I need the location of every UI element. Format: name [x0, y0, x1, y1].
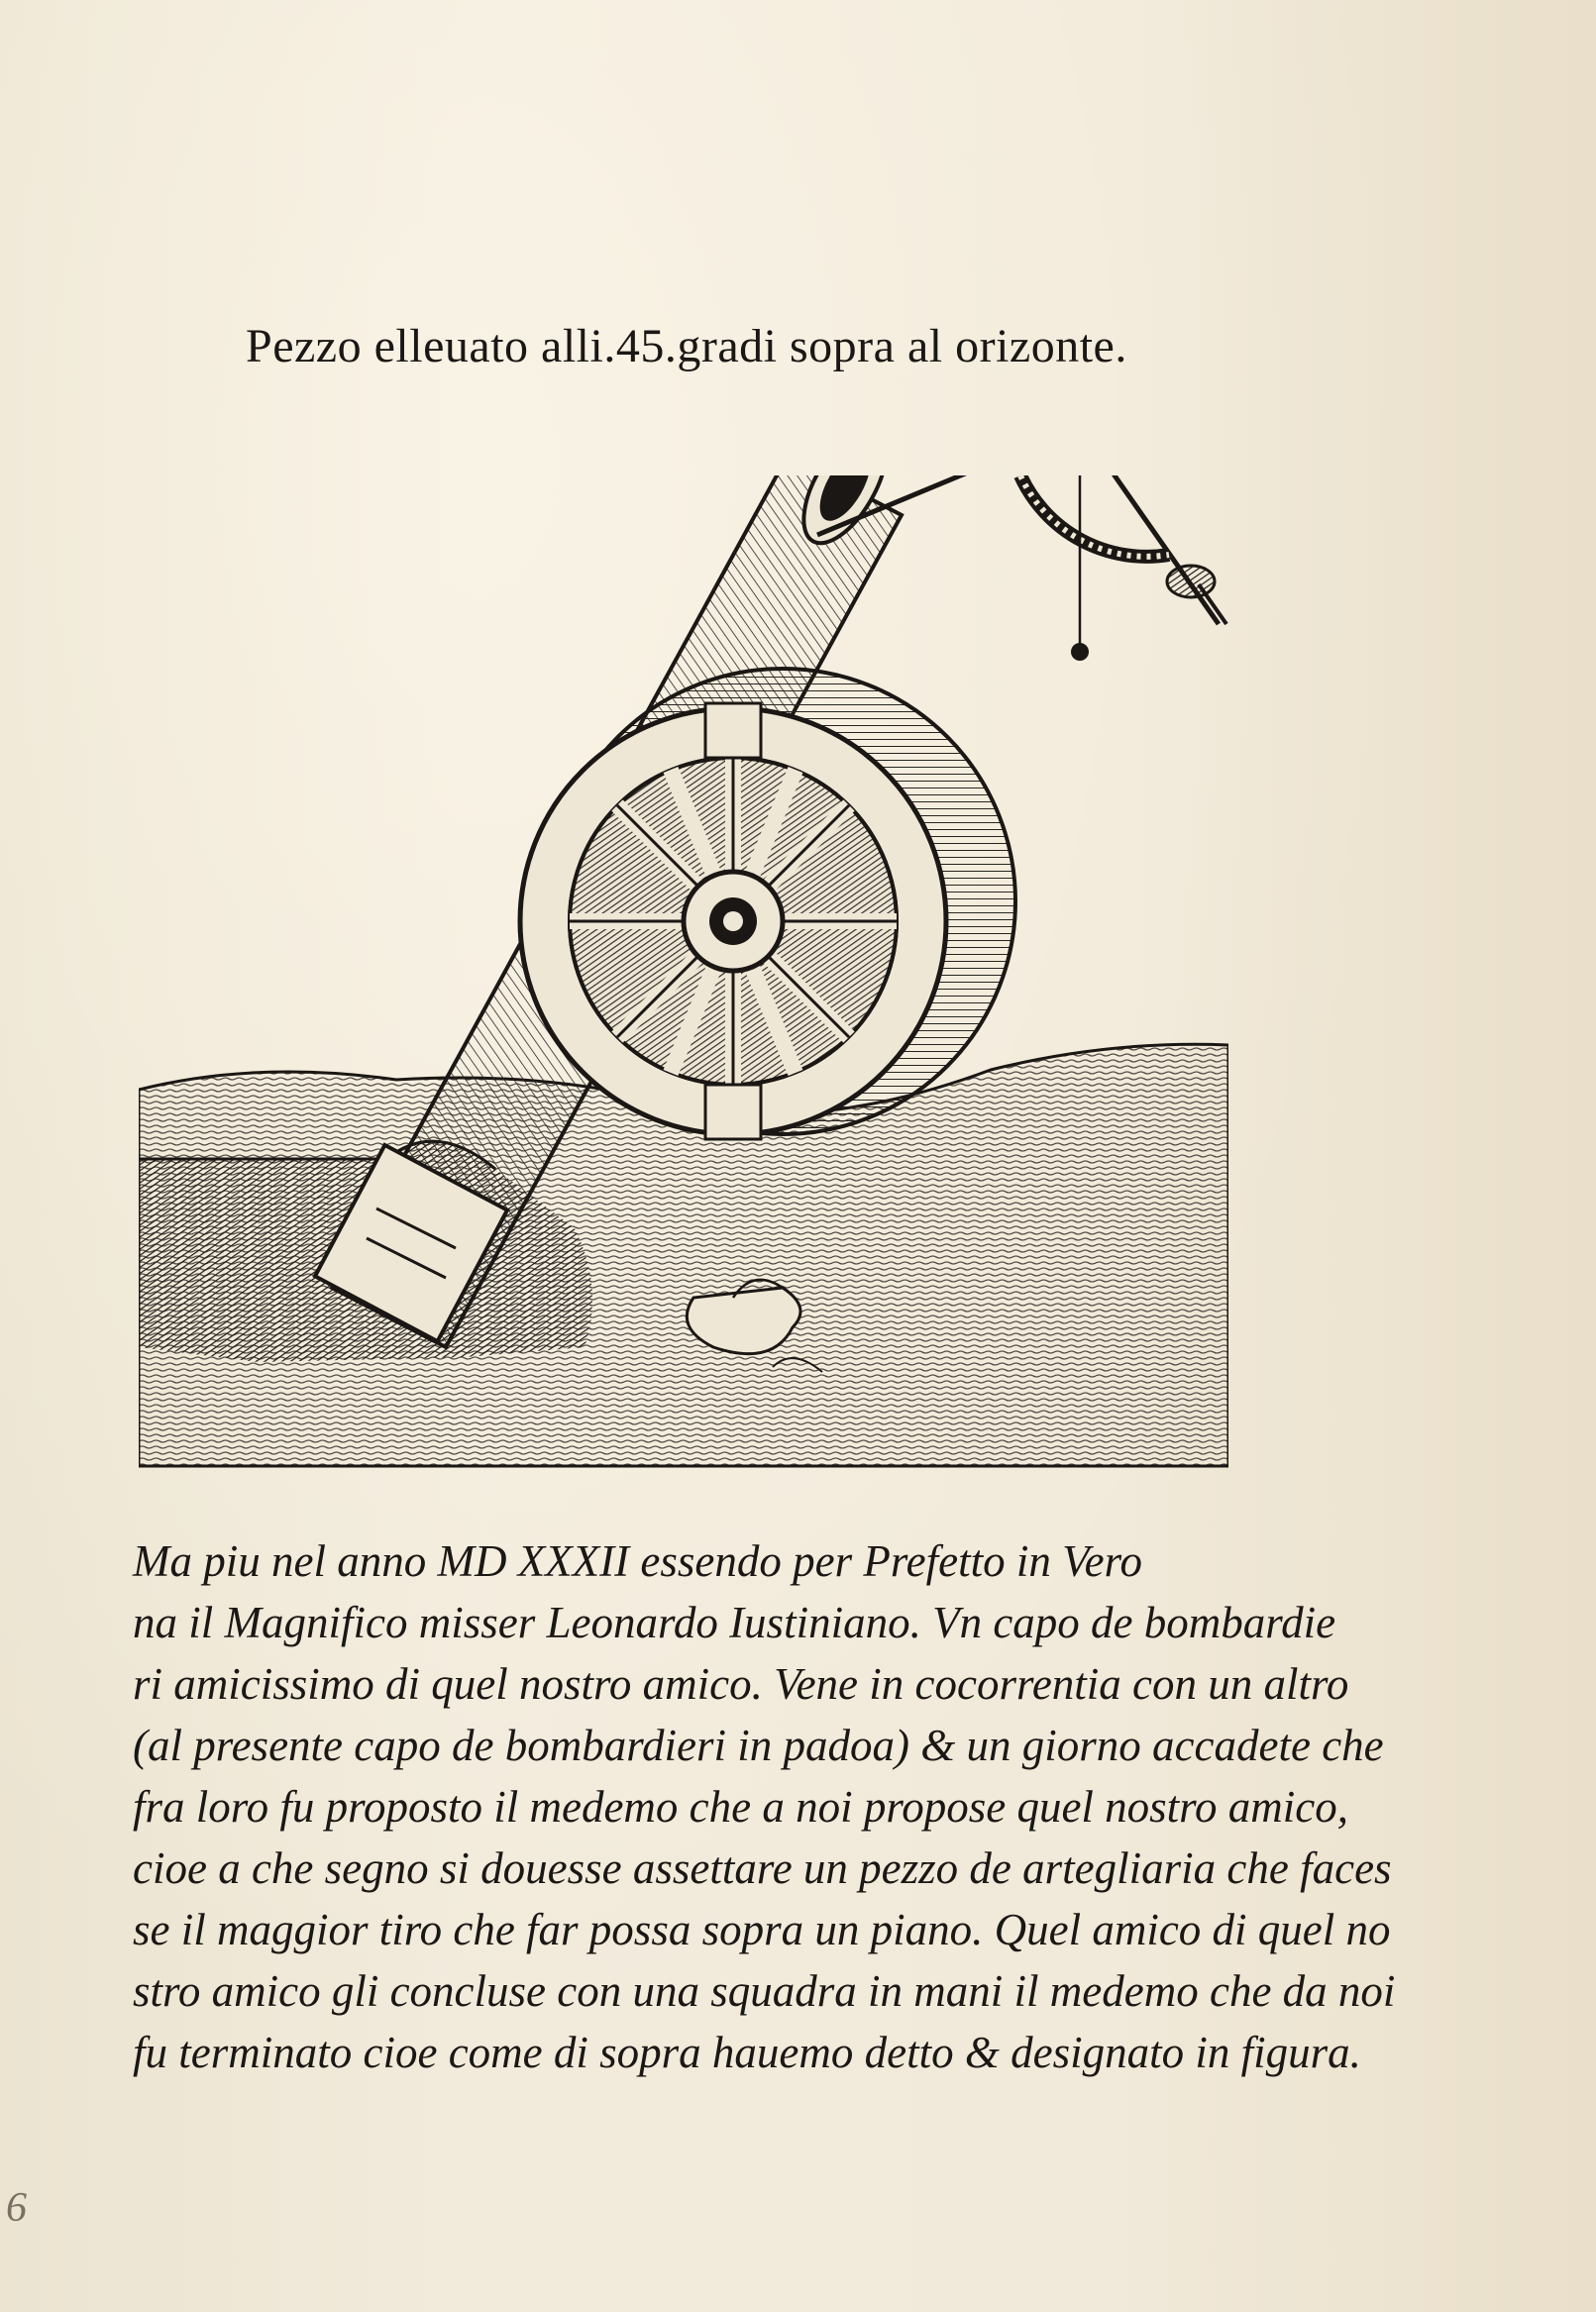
cannon-woodcut-illustration: [139, 475, 1228, 1476]
text-line: na il Magnifico misser Leonardo Iustiniano. Vn capo de bombardie: [133, 1598, 1336, 1647]
text-line: Ma piu nel anno MD XXXII essendo per Prefetto in Vero: [133, 1536, 1142, 1586]
text-line: ri amicissimo di quel nostro amico. Vene in cocorrentia con un altro: [133, 1659, 1349, 1709]
carriage-wheel: [520, 669, 1015, 1139]
text-line: fra loro fu proposto il medemo che a noi propose quel nostro amico,: [133, 1782, 1348, 1832]
text-line: (al presente capo de bombardieri in padoa) & un giorno accadete che: [133, 1721, 1384, 1770]
text-line: se il maggior tiro che far possa sopra un piano. Quel amico di quel no: [133, 1905, 1391, 1954]
illustration-caption: Pezzo elleuato alli.45.gradi sopra al orizonte.: [246, 320, 1127, 372]
text-line: stro amico gli concluse con una squadra in mani il medemo che da noi: [133, 1966, 1396, 2016]
text-line: cioe a che segno si douesse assettare un pezzo de artegliaria che faces: [133, 1843, 1392, 1893]
page-number: 6: [6, 2185, 27, 2231]
body-text: [133, 1530, 1396, 2083]
text-line: fu terminato cioe come di sopra hauemo detto & designato in figura.: [133, 2028, 1361, 2077]
